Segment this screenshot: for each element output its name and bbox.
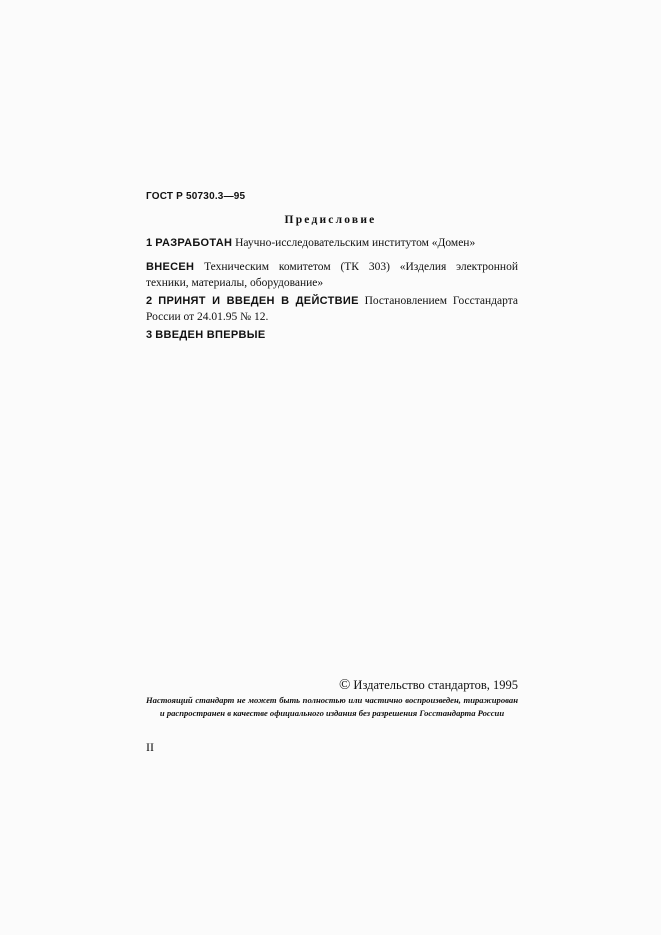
preface-item-1b bbox=[146, 259, 518, 291]
copyright-symbol: © bbox=[339, 677, 351, 693]
item-number: 2 bbox=[146, 295, 153, 307]
preface-item-1 bbox=[146, 235, 518, 251]
item-text: Научно-исследовательским институтом «Домен» bbox=[235, 237, 476, 249]
preface-item-3 bbox=[146, 327, 518, 343]
document-code: ГОСТ Р 50730.3—95 bbox=[146, 191, 246, 202]
copyright-text: Издательство стандартов, 1995 bbox=[353, 678, 518, 692]
page-number: II bbox=[146, 740, 154, 754]
preface-item-2 bbox=[146, 293, 518, 325]
item-number: 3 bbox=[146, 329, 153, 341]
item-lead: ВВЕДЕН ВПЕРВЫЕ bbox=[155, 329, 266, 341]
item-text: Постановлением Госстандарта России от 24.01.95 № 12. bbox=[146, 295, 518, 323]
preface-title: Предисловие bbox=[284, 214, 377, 226]
copyright-line bbox=[146, 677, 518, 694]
reproduction-notice: Настоящий стандарт не может быть полностью или частично воспроизведен, тиражирован и распространен в качестве официального издания без разрешения Госстандарта России bbox=[146, 695, 518, 718]
item-lead: ВНЕСЕН bbox=[146, 261, 195, 273]
item-lead: ПРИНЯТ И ВВЕДЕН В ДЕЙСТВИЕ bbox=[158, 295, 359, 307]
item-number: 1 bbox=[146, 237, 153, 249]
item-lead: РАЗРАБОТАН bbox=[155, 237, 233, 249]
item-text: Техническим комитетом (ТК 303) «Изделия электронной техники, материалы, оборудование» bbox=[146, 261, 518, 289]
